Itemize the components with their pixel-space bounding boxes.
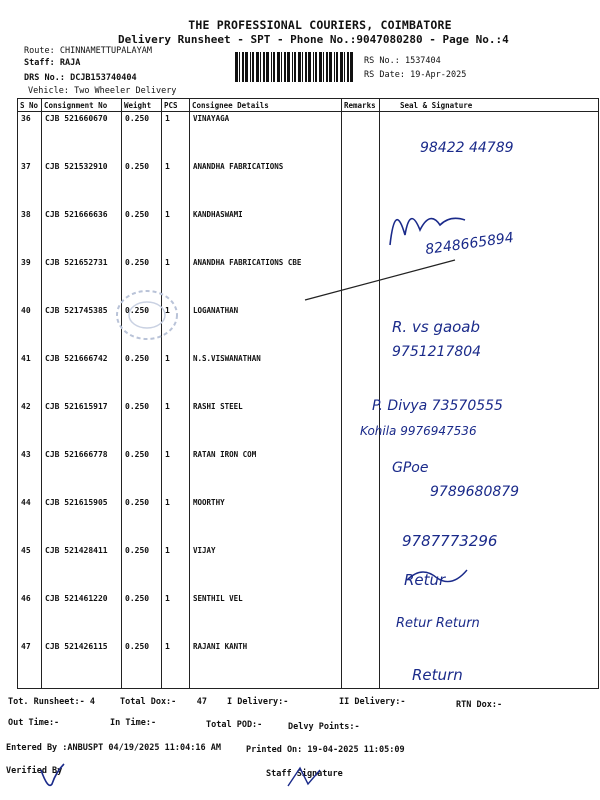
barcode-bar (292, 52, 293, 82)
in-time: In Time:- (110, 718, 157, 728)
signature-43-name: GPoe (392, 460, 429, 476)
cell-sno: 45 (18, 544, 42, 592)
barcode-bar (250, 52, 251, 82)
vehicle-value: Two Wheeler Delivery (74, 86, 177, 96)
cell-cons: CJB 521745385 (42, 304, 122, 352)
cell-cons: CJB 521666778 (42, 448, 122, 496)
scribble-stroke-39 (300, 255, 460, 305)
runsheet-table (17, 98, 599, 689)
cell-cons: CJB 521461220 (42, 592, 122, 640)
barcode-bar (302, 52, 303, 82)
cell-cons: CJB 521666742 (42, 352, 122, 400)
cell-sno: 39 (18, 256, 42, 304)
rs-no-line: RS No.: 1537404 (364, 56, 441, 66)
printed-on: Printed On: 19-04-2025 11:05:09 (246, 745, 405, 755)
barcode-bar (271, 52, 272, 82)
cell-weight: 0.250 (122, 448, 162, 496)
cell-name: N.S.VISWANATHAN (190, 352, 342, 400)
cell-cons: CJB 521615905 (42, 496, 122, 544)
barcode-bar (336, 52, 338, 82)
signature-40-phone: 9751217804 (392, 344, 482, 360)
cell-weight: 0.250 (122, 160, 162, 208)
cell-pcs: 1 (162, 256, 190, 304)
cell-cons: CJB 521666636 (42, 208, 122, 256)
cell-sno: 38 (18, 208, 42, 256)
cell-name: ANANDHA FABRICATIONS (190, 160, 342, 208)
barcode-bar (252, 52, 254, 82)
barcode-bar (281, 52, 282, 82)
cell-pcs: 1 (162, 304, 190, 352)
signature-42: P. Divya 73570555 (372, 398, 503, 414)
cell-remarks (342, 592, 380, 640)
scribble-signature-38 (380, 195, 470, 255)
cell-cons: CJB 521428411 (42, 544, 122, 592)
cell-sno: 46 (18, 592, 42, 640)
signature-44: 9787773296 (402, 532, 498, 550)
cell-sno: 43 (18, 448, 42, 496)
staff-signature: Staff Signature (266, 769, 343, 779)
barcode-bar (313, 52, 314, 82)
barcode-bar (242, 52, 244, 82)
signature-47: Return (412, 666, 463, 684)
table-row (18, 400, 599, 448)
cell-name: RATAN IRON COM (190, 448, 342, 496)
cell-pcs: 1 (162, 112, 190, 161)
staff-line: Staff: RAJA (24, 58, 81, 68)
table-row (18, 640, 599, 689)
drs-value: DCJB153740404 (70, 73, 137, 83)
ii-delivery: II Delivery:- (339, 697, 406, 707)
route-line: Route: CHINNAMETTUPALAYAM (24, 46, 152, 56)
barcode-bar (326, 52, 328, 82)
cell-remarks (342, 112, 380, 161)
col-sno: S No (18, 99, 42, 112)
barcode-bar (319, 52, 322, 82)
barcode-bar (277, 52, 280, 82)
cell-sno: 47 (18, 640, 42, 689)
barcode-bar (263, 52, 265, 82)
cell-name: LOGANATHAN (190, 304, 342, 352)
total-dox: Total Dox:- 47 (120, 697, 208, 707)
cell-weight: 0.250 (122, 400, 162, 448)
table-row (18, 496, 599, 544)
i-delivery: I Delivery:- (227, 697, 289, 707)
barcode-bar (329, 52, 332, 82)
faded-stamp (112, 285, 182, 345)
col-weight: Weight (122, 99, 162, 112)
verified-by: Verified By (6, 766, 63, 776)
cell-remarks (342, 208, 380, 256)
signature-38: 8248665894 (424, 229, 515, 259)
cell-pcs: 1 (162, 496, 190, 544)
cell-pcs: 1 (162, 448, 190, 496)
rs-date-line: RS Date: 19-Apr-2025 (364, 70, 467, 80)
signature-36: 98422 44789 (420, 140, 514, 156)
signature-42-second: Kohila 9976947536 (360, 424, 477, 438)
cell-remarks (342, 304, 380, 352)
rs-no-value: 1537404 (404, 56, 441, 66)
barcode-bar (323, 52, 324, 82)
rtn-dox: RTN Dox:- (456, 700, 503, 710)
cell-weight: 0.250 (122, 640, 162, 689)
cell-remarks (342, 448, 380, 496)
cell-weight: 0.250 (122, 112, 162, 161)
total-dox-value: 47 (196, 697, 208, 707)
col-pcs: PCS (162, 99, 190, 112)
barcode-bar (308, 52, 311, 82)
route-value: CHINNAMETTUPALAYAM (59, 46, 152, 56)
table-row (18, 352, 599, 400)
cell-pcs: 1 (162, 592, 190, 640)
cell-pcs: 1 (162, 640, 190, 689)
signature-45: Retur (404, 571, 446, 589)
entered-by: Entered By :ANBUSPT 04/19/2025 11:04:16 AM (6, 743, 221, 753)
runsheet-subtitle: Delivery Runsheet - SPT - Phone No.:9047080280 - Page No.:4 (118, 33, 509, 46)
col-consignment: Consignment No (42, 99, 122, 112)
signature-46: Retur Return (396, 616, 480, 631)
barcode-bar (340, 52, 343, 82)
cell-remarks (342, 640, 380, 689)
cell-sno: 40 (18, 304, 42, 352)
delvy-points: Delvy Points:- (288, 722, 360, 732)
signature-40-name: R. vs gaoab (392, 318, 481, 336)
barcode-bar (273, 52, 275, 82)
cell-weight: 0.250 (122, 304, 162, 352)
rs-date-value: 19-Apr-2025 (410, 70, 467, 80)
staff-signature-mark (286, 764, 326, 790)
cell-name: VINAYAGA (190, 112, 342, 161)
barcode-bar (347, 52, 349, 82)
cell-sno: 37 (18, 160, 42, 208)
cell-cons: CJB 521532910 (42, 160, 122, 208)
tot-runsheet: Tot. Runsheet:- 4 (8, 697, 95, 707)
barcode-bar (315, 52, 317, 82)
barcode-bar (350, 52, 353, 82)
cell-pcs: 1 (162, 208, 190, 256)
cell-cons: CJB 521652731 (42, 256, 122, 304)
cell-sno: 44 (18, 496, 42, 544)
cell-name: VIJAY (190, 544, 342, 592)
total-pod: Total POD:- (206, 720, 263, 730)
vehicle-line: Vehicle: Two Wheeler Delivery (28, 86, 177, 96)
cell-cons: CJB 521660670 (42, 112, 122, 161)
barcode-bar (235, 52, 238, 82)
staff-value: RAJA (59, 58, 81, 68)
barcode-bar (298, 52, 301, 82)
cell-weight: 0.250 (122, 352, 162, 400)
barcode-bar (245, 52, 248, 82)
col-remarks: Remarks (342, 99, 380, 112)
cell-weight: 0.250 (122, 544, 162, 592)
cell-sno: 42 (18, 400, 42, 448)
company-title: THE PROFESSIONAL COURIERS, COIMBATORE (188, 18, 452, 32)
signature-43-phone: 9789680879 (430, 484, 520, 500)
cell-weight: 0.250 (122, 208, 162, 256)
cell-pcs: 1 (162, 160, 190, 208)
cell-name: SENTHIL VEL (190, 592, 342, 640)
cell-name: ANANDHA FABRICATIONS CBE (190, 256, 342, 304)
cell-sno: 41 (18, 352, 42, 400)
cell-pcs: 1 (162, 400, 190, 448)
barcode-bar (239, 52, 240, 82)
verified-signature-mark (38, 762, 68, 792)
out-time: Out Time:- (8, 718, 60, 728)
table-row (18, 544, 599, 592)
cell-cons: CJB 521615917 (42, 400, 122, 448)
cell-remarks (342, 496, 380, 544)
cell-name: MOORTHY (190, 496, 342, 544)
cell-remarks (342, 160, 380, 208)
cell-weight: 0.250 (122, 592, 162, 640)
cell-name: KANDHASWAMI (190, 208, 342, 256)
cell-pcs: 1 (162, 352, 190, 400)
cell-pcs: 1 (162, 544, 190, 592)
cell-name: RASHI STEEL (190, 400, 342, 448)
table-header-row (18, 99, 599, 112)
barcode-bar (284, 52, 286, 82)
col-consignee: Consignee Details (190, 99, 342, 112)
scribble-strike-45 (402, 560, 472, 590)
barcode-bar (305, 52, 307, 82)
barcode-bar (260, 52, 261, 82)
drs-line: DRS No.: DCJB153740404 (24, 73, 137, 83)
barcode-bar (256, 52, 259, 82)
barcode-bar (334, 52, 335, 82)
barcode-bar (294, 52, 296, 82)
table-row (18, 160, 599, 208)
cell-sno: 36 (18, 112, 42, 161)
barcode-image (235, 52, 355, 82)
cell-cons: CJB 521426115 (42, 640, 122, 689)
cell-weight: 0.250 (122, 496, 162, 544)
table-row (18, 304, 599, 352)
barcode-bar (266, 52, 269, 82)
col-seal-signature: Seal & Signature (380, 99, 599, 112)
cell-name: RAJANI KANTH (190, 640, 342, 689)
barcode-bar (344, 52, 345, 82)
cell-remarks (342, 544, 380, 592)
cell-remarks (342, 352, 380, 400)
cell-weight: 0.250 (122, 256, 162, 304)
table-row (18, 592, 599, 640)
barcode-bar (287, 52, 290, 82)
